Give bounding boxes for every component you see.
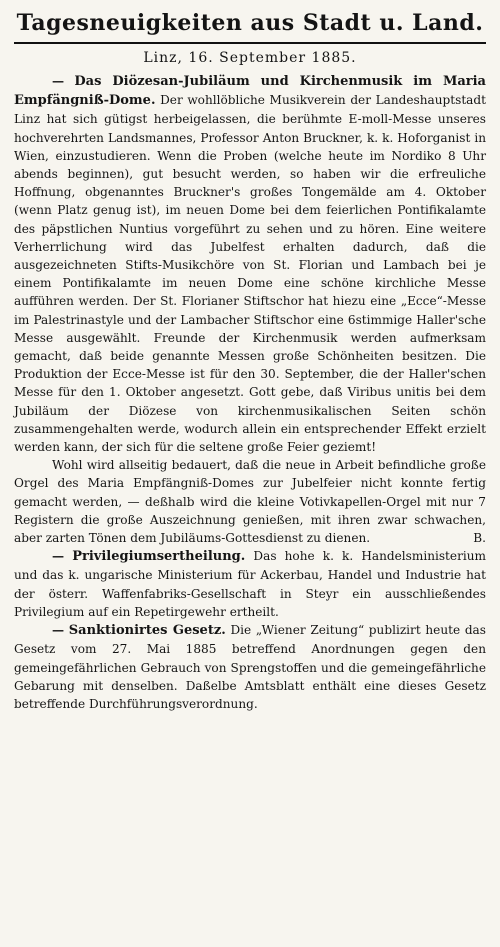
dash: — xyxy=(52,623,65,638)
article-heading: Privilegiumsertheilung. xyxy=(72,549,246,565)
article-heading: Das Diözesan-Jubiläum und Kirchenmusik im Maria Empfängniß-Dome. xyxy=(14,74,486,109)
article-body: Die „Wiener Zeitung“ publizirt heute das Gesetz vom 27. Mai 1885 betreffend Anordnungen gegen den gemeingefährlichen Gebrauch von Sprengstoffen und die gemeingefährliche Gebarung mit denselben. Daßelbe Amtsblatt enthält eine dieses Gesetz betreffende Durchführungsverordnung. xyxy=(14,623,486,711)
article-paragraph xyxy=(14,456,486,547)
article-body: Das hohe k. k. Handelsministerium und das k. ungarische Ministerium für Ackerbau, Handel und Industrie hat der österr. Waffenfabriks-Gesellschaft in Steyr ein ausschließendes Privilegium auf ein Repetirgewehr ertheilt. xyxy=(14,549,486,619)
article-body: Wohl wird allseitig bedauert, daß die neue in Arbeit befindliche große Orgel des Maria Empfängniß-Domes zur Jubelfeier nicht konnte fertig gemacht werden, — deßhalb wird die kleine Votivkapellen-Orgel mit nur 7 Registern die große Auszeichnung genießen, mit ihren zwar schwachen, aber zarten Tönen dem Jubiläums-Gottesdienst zu dienen. xyxy=(14,458,486,546)
article-paragraph xyxy=(14,72,486,456)
article-paragraph xyxy=(14,547,486,621)
article-gesetz xyxy=(14,621,486,713)
article-paragraph xyxy=(14,621,486,713)
article-body: Der wohllöbliche Musikverein der Landeshauptstadt Linz hat sich gütigst herbeigelassen, die berühmte E-moll-Messe unseres hochverehrten Landsmannes, Professor Anton Bruckner, k. k. Hoforganist in Wien, einzustudieren. Wenn die Proben (welche heute im Nordiko 8 Uhr abends beginnen), gut besucht werden, so haben wir die erfreuliche Hoffnung, obgenanntes Bruckner's großes Tongemälde am 4. Oktober (wenn Platz genug ist), im neuen Dome bei dem feierlichen Pontifikalamte des päpstlichen Nuntius vorgeführt zu sehen und zu hören. Eine weitere Verherrlichung wird das Jubelfest erhalten dadurch, daß die ausgezeichneten Stifts-Musikchöre von St. Florian und Lambach bei je einem Pontifikalamte im neuen Dome eine schöne kirchliche Messe aufführen werden. Der St. Florianer Stiftschor hat hiezu eine „Ecce“-Messe im Palestrinastyle und der Lambacher Stiftschor eine 6stimmige Haller'sche Messe ausgewählt. Freunde der Kirchenmusik werden aufmerksam gemacht, daß beide genannte Messen große Schönheiten besitzen. Die Produktion der Ecce-Messe ist für den 30. September, die der Haller'schen Messe für den 1. Oktober angesetzt. Gott gebe, daß Viribus unitis bei dem Jubiläum der Diözese von kirchenmusikalischen Seiten schön zusammengehalten werde, wodurch allein ein entsprechender Effekt erzielt werden kann, der sich für die seltene große Feier geziemt! xyxy=(14,93,486,455)
article-privilegium xyxy=(14,547,486,621)
section-masthead: Tagesneuigkeiten aus Stadt u. Land. xyxy=(14,10,486,44)
article-heading: Sanktionirtes Gesetz. xyxy=(68,623,226,639)
dash: — xyxy=(52,549,65,564)
article-dioezesan-jubilaeum xyxy=(14,72,486,547)
dash: — xyxy=(52,74,65,88)
author-signature: B. xyxy=(473,531,486,546)
dateline: Linz, 16. September 1885. xyxy=(143,50,357,66)
